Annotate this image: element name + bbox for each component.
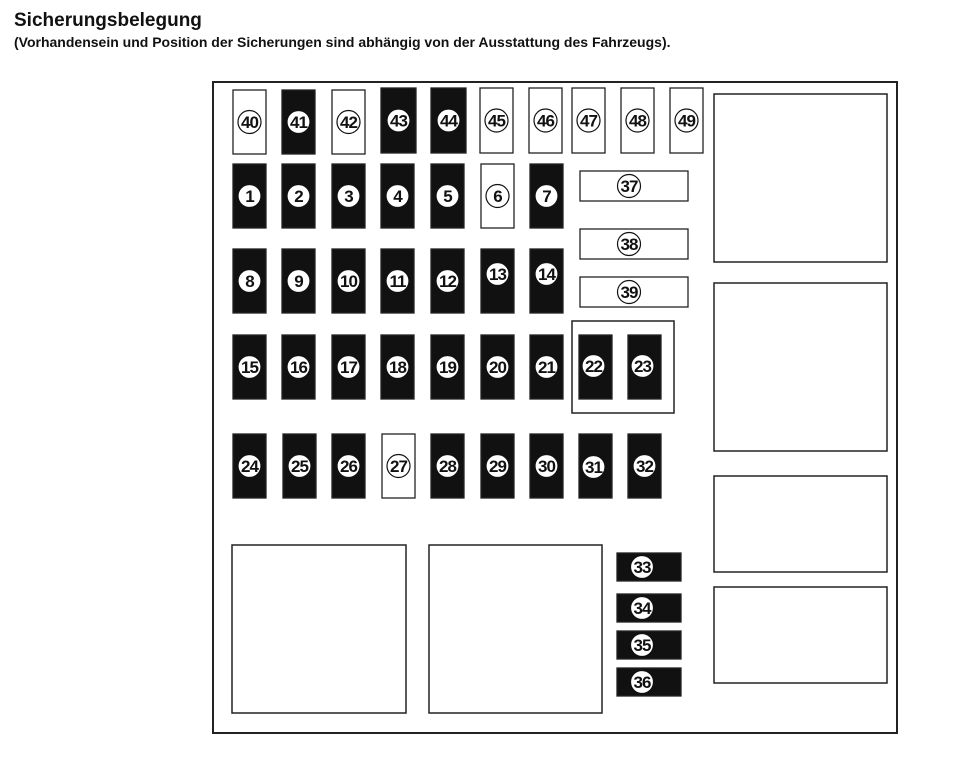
- fuse-number: 5: [443, 187, 452, 206]
- fuse-number: 49: [678, 111, 695, 131]
- fuse-number: 46: [537, 111, 554, 131]
- fuse-25: [283, 434, 316, 498]
- fuse-11: [381, 249, 414, 313]
- fuse-number: 24: [241, 457, 258, 476]
- fuse-47: [572, 88, 605, 153]
- fuse-29: [481, 434, 514, 498]
- fuse-number: 15: [241, 358, 258, 377]
- fuse-12: [431, 249, 464, 313]
- fuse-number: 33: [633, 558, 651, 577]
- relay-bottom-middle: [429, 545, 602, 713]
- fuse-number: 21: [538, 358, 555, 377]
- fuse-number: 34: [633, 599, 651, 618]
- fuse-number: 1: [245, 187, 254, 206]
- fuse-number: 7: [542, 187, 551, 206]
- fuse-number: 29: [489, 457, 506, 476]
- relay-right-3: [714, 476, 887, 572]
- fuse-19: [431, 335, 464, 399]
- relay-right-4: [714, 587, 887, 683]
- fuse-32: [628, 434, 661, 498]
- fuse-31: [579, 434, 612, 498]
- fuse-number: 43: [390, 111, 407, 131]
- fuse-36: [617, 668, 681, 696]
- fuse-20: [481, 335, 514, 399]
- fuse-35: [617, 631, 681, 659]
- fuse-23: [628, 335, 661, 399]
- fuse-18: [381, 335, 414, 399]
- fuse-17: [332, 335, 365, 399]
- fuse-42: [332, 90, 365, 154]
- fuse-27: [382, 434, 415, 498]
- fuse-24: [233, 434, 266, 498]
- relay-bottom-left: [232, 545, 406, 713]
- fuse-33: [617, 553, 681, 581]
- fuse-45: [480, 88, 513, 153]
- fuse-21: [530, 335, 563, 399]
- fuse-number: 32: [636, 457, 653, 476]
- fuse-3: [332, 164, 365, 228]
- fuse-9: [282, 249, 315, 313]
- fuse-number: 23: [634, 357, 651, 376]
- fuse-5: [431, 164, 464, 228]
- fuse-number: 41: [290, 113, 307, 132]
- fuse-number: 10: [340, 272, 357, 291]
- fuse-14: [530, 249, 563, 313]
- fuse-number: 31: [585, 458, 602, 477]
- fuse-number: 25: [291, 457, 308, 476]
- fuse-number: 4: [393, 187, 402, 206]
- fuse-number: 38: [620, 235, 638, 254]
- page-title: Sicherungsbelegung: [14, 10, 202, 31]
- fuse-6: [481, 164, 514, 228]
- fuse-number: 42: [340, 113, 357, 132]
- fuse-number: 35: [633, 636, 651, 655]
- fuse-number: 11: [389, 272, 406, 291]
- fuse-number: 17: [340, 358, 357, 377]
- fuse-40: [233, 90, 266, 154]
- fuse-number: 18: [389, 358, 406, 377]
- fuse-46: [529, 88, 562, 153]
- fuse-number: 47: [580, 111, 597, 131]
- fuse-48: [621, 88, 654, 153]
- fuse-2: [282, 164, 315, 228]
- fuse-13: [481, 249, 514, 313]
- fuse-34: [617, 594, 681, 622]
- page-subtitle: (Vorhandensein und Position der Sicherungen sind abhängig von der Ausstattung des Fahrzeugs).: [14, 34, 671, 50]
- fuse-38: [580, 229, 688, 259]
- fuse-number: 26: [340, 457, 357, 476]
- fuse-43: [381, 88, 416, 153]
- fuse-7: [530, 164, 563, 228]
- fuse-number: 40: [241, 113, 258, 132]
- fuse-37: [580, 171, 688, 201]
- fuse-number: 14: [538, 265, 555, 284]
- fuse-15: [233, 335, 266, 399]
- fuse-8: [233, 249, 266, 313]
- fuse-number: 8: [245, 272, 254, 291]
- fuse-number: 44: [440, 111, 457, 131]
- fuse-number: 20: [489, 358, 506, 377]
- fuse-number: 2: [294, 187, 303, 206]
- fuse-number: 12: [439, 272, 456, 291]
- fuse-44: [431, 88, 466, 153]
- fuse-number: 45: [488, 111, 505, 131]
- fuse-number: 36: [633, 673, 651, 692]
- fuse-number: 48: [629, 111, 646, 131]
- fuse-41: [282, 90, 315, 154]
- fuse-number: 6: [493, 187, 502, 206]
- relay-right-2: [714, 283, 887, 451]
- fuse-16: [282, 335, 315, 399]
- fuse-22: [579, 335, 612, 399]
- fuse-number: 30: [538, 457, 555, 476]
- fuse-26: [332, 434, 365, 498]
- fuse-10: [332, 249, 365, 313]
- fuse-4: [381, 164, 414, 228]
- fuse-49: [670, 88, 703, 153]
- fuse-number: 28: [439, 457, 456, 476]
- fuse-30: [530, 434, 563, 498]
- fuse-39: [580, 277, 688, 307]
- fuse-28: [431, 434, 464, 498]
- fuse-number: 3: [344, 187, 353, 206]
- fuse-number: 19: [439, 358, 456, 377]
- fuse-number: 22: [585, 357, 602, 376]
- relay-right-1: [714, 94, 887, 262]
- fuse-number: 27: [390, 457, 407, 476]
- fuse-number: 37: [620, 177, 638, 196]
- fuse-number: 9: [294, 272, 303, 291]
- fuse-number: 16: [290, 358, 307, 377]
- fuse-1: [233, 164, 266, 228]
- fuse-number: 39: [620, 283, 638, 302]
- fuse-number: 13: [489, 265, 506, 284]
